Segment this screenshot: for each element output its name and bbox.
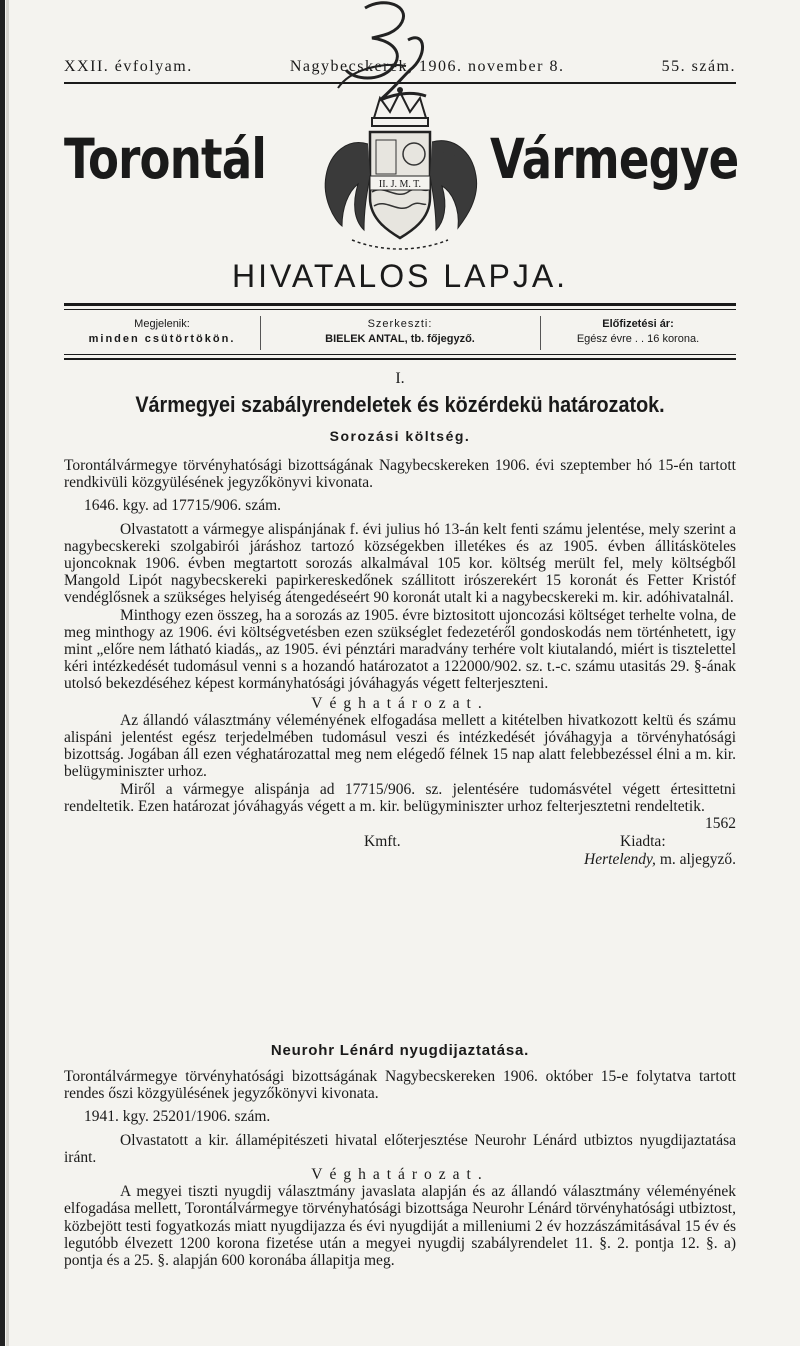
page-spine-edge bbox=[0, 0, 5, 1346]
number-row bbox=[64, 815, 736, 833]
infobar-bottom-rule bbox=[64, 358, 736, 360]
article-paragraph: Az állandó választmány véleményének elfogadása mellett a kitételben hivatkozott keltü és számu alispáni jelentést egész terjedelmében tudomásul veszi és intézkedését jóváhagyja a törvényhatósági bizottság. Jogában áll ezen véghatározattal meg nem elégedő félnek 15 nap alatt felebbezéssel élni a m. kir. belügyminiszter urhoz. bbox=[64, 711, 736, 781]
subscription-price: Előfizetési ár: Egész évre . . 16 korona. bbox=[576, 318, 700, 345]
article-paragraph: A megyei tiszti nyugdij választmány javaslata alapján és az állandó választmány véleményének elfogadása mellett, Torontálvármegye törvényhatósági bizottsága Neurohr Lénárd törvényhatósági utbiztost, közbejött testi fogyatkozás miatt nyugdijazza és évi nyugdiját a milleniumi 2 év hozzászámitásával 15 év és legutóbb élvezett 1200 korona fizetése után a megyei nyugdij szabályrendelet 11. §. 2. pontja 12. §. a) pontja és a 25. §. alapján 600 koronába állapitja meg. bbox=[64, 1183, 736, 1270]
document-number: 1562 bbox=[705, 815, 736, 833]
article-body-2 bbox=[64, 1068, 736, 1269]
county-coat-of-arms bbox=[312, 80, 488, 256]
editor-info: Szerkeszti: BIELEK ANTAL, tb. főjegyző. bbox=[325, 318, 475, 345]
signature-title: m. aljegyző. bbox=[659, 851, 736, 869]
masthead-left-word: Torontál bbox=[64, 127, 266, 191]
page-spine-shadow bbox=[6, 0, 9, 1346]
issue-number: 55. szám. bbox=[661, 58, 736, 75]
article-body-1 bbox=[64, 457, 736, 869]
infobar-top-rule-thin bbox=[64, 309, 736, 310]
article-title: Sorozási költség. bbox=[329, 428, 471, 444]
signature-row bbox=[64, 851, 736, 869]
masthead-right-word: Vármegye bbox=[490, 127, 739, 191]
crest-letters: II. J. M. T. bbox=[378, 179, 422, 190]
article-paragraph: Minthogy ezen összeg, ha a sorozás az 1905. évre biztositott ujoncozási költséget terhelte volna, de meg minthogy az 1906. évi költségvetésben ezen szükséglet fedezetéről gondoskodás nem történhetett, igy mint „előre nem látható kiadás„ az 1905. évi pénztári maradvány terhére volt kiutalandó, miért is tisztelettel kéri intézkedését tudomásul venni s a hozandó határozatot a 122000/902. sz. t.-c. számu utasitás 29. §-ának utolsó bekezdéséhez képest kormányhatósági jóváhagyás végett felterjeszteni. bbox=[64, 606, 736, 693]
article-reference: 1646. kgy. ad 17715/906. szám. bbox=[84, 497, 282, 515]
kiadta-label: Kiadta: bbox=[620, 833, 666, 851]
infobar-top-rule bbox=[64, 303, 736, 306]
article-paragraph: Olvastatott a kir. államépitészeti hivatal előterjesztése Neurohr Lénárd utbiztos nyugdijaztatása iránt. bbox=[64, 1131, 736, 1166]
article-paragraph: Miről a vármegye alispánja ad 17715/906. sz. jelentésére tudomásvétel végett értesittetni rendeltetik. Ezen határozat jóváhagyás végett a m. kir. belügyminiszter urhoz felterjesztetni rendeltetik. bbox=[64, 780, 736, 815]
decision-heading: Véghatározat. bbox=[311, 1166, 489, 1184]
article-intro: Torontálvármegye törvényhatósági bizottságának Nagybecskereken 1906. évi szeptember hó 15-én tartott rendkivüli közgyülésének jegyzőkönyvi kivonata. bbox=[64, 457, 736, 492]
article-paragraph: Olvastatott a vármegye alispánjának f. évi julius hó 13-án kelt fenti számu jelentése, mely szerint a nagybecskereki szolgabirói járáshoz tartozó községekben illetékes és az 1905. évben állitásköteles ujoncoknak 1906. évben megtartott sorozás alkalmával 105 kor. költség merült fel, mely költségből Mangold Lipót nagybecskereki papirkereskedőnek szállitott irószerekért 15 koronát és Fetter Kristóf vendéglősnek a szükséges helyiség átengedéseért 90 koronát utalt ki a nagybecskereki m. kir. adóhivatalnál. bbox=[64, 520, 736, 607]
kmft-row bbox=[64, 833, 736, 851]
volume-label: XXII. évfolyam. bbox=[64, 58, 193, 75]
publication-schedule: Megjelenik: minden csütörtökön. bbox=[88, 318, 236, 345]
article-title: Neurohr Lénárd nyugdijaztatása. bbox=[270, 1042, 530, 1059]
signature-name: Hertelendy, bbox=[584, 851, 656, 869]
section-number: I. bbox=[395, 370, 405, 387]
place-date: Nagybecskerek, 1906. november 8. bbox=[289, 58, 565, 75]
decision-heading: Véghatározat. bbox=[311, 694, 489, 712]
subscription-infobar bbox=[64, 312, 736, 352]
masthead-subtitle: HIVATALOS LAPJA. bbox=[231, 258, 569, 294]
article-reference: 1941. kgy. 25201/1906. szám. bbox=[84, 1108, 271, 1126]
kmft-label: Kmft. bbox=[364, 833, 401, 851]
infobar-bottom-rule-thin bbox=[64, 354, 736, 355]
section-title: Vármegyei szabályrendeletek és közérdekü határozatok. bbox=[135, 392, 665, 417]
article-intro: Torontálvármegye törvényhatósági bizottságának Nagybecskereken 1906. október 15-e folytatva tartott rendes őszi közgyülésének jegyzőkönyvi kivonata. bbox=[64, 1068, 736, 1103]
